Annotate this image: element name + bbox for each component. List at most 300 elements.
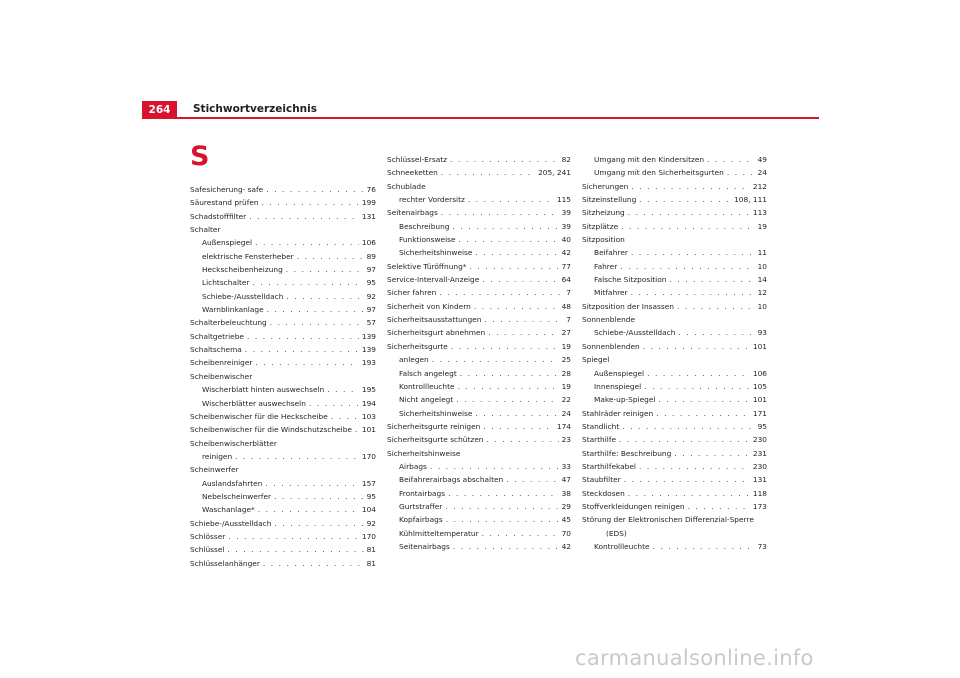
index-entry xyxy=(190,183,376,196)
dot-leader xyxy=(458,380,559,393)
index-subentry xyxy=(387,393,571,406)
index-subentry xyxy=(387,407,571,420)
index-subentry xyxy=(582,246,767,259)
watermark[interactable]: carmanualsonline.info xyxy=(575,646,814,670)
entry-label: Stoffverkleidungen reinigen xyxy=(582,501,685,511)
dot-leader xyxy=(255,236,359,249)
entry-label: Scheibenwischer für die Windschutzscheibe xyxy=(190,425,352,435)
entry-label: Selektive Türöffnung* xyxy=(387,261,467,271)
page-reference: 76 xyxy=(366,185,376,194)
entry-label: Säurestand prüfen xyxy=(190,198,259,208)
dot-leader xyxy=(286,290,363,303)
page-reference: 230 xyxy=(752,461,767,471)
dot-leader xyxy=(448,487,559,500)
index-subentry xyxy=(190,477,376,490)
entry-label: Schlüssel xyxy=(190,545,225,555)
index-heading: Störung der Elektronischen Differenzial-Sperre xyxy=(582,515,754,525)
index-subentry xyxy=(190,290,376,303)
index-entry xyxy=(582,420,767,433)
index-entry xyxy=(387,273,571,286)
entry-label: Kontrollleuchte xyxy=(399,381,455,391)
page-reference: 230 xyxy=(752,435,767,445)
index-subentry xyxy=(582,273,767,286)
page-reference: 115 xyxy=(556,195,571,205)
page-reference: 77 xyxy=(561,261,571,271)
dot-leader xyxy=(245,343,359,356)
page-reference: 174 xyxy=(556,421,571,431)
page-reference: 95 xyxy=(366,491,376,501)
page-reference: 173 xyxy=(752,501,767,511)
index-entry xyxy=(582,447,767,460)
index-entry xyxy=(190,196,376,209)
index-entry xyxy=(190,356,376,369)
entry-label: Stahlräder reinigen xyxy=(582,408,654,418)
entry-label: Schadstofffilter xyxy=(190,211,247,221)
index-entry xyxy=(190,330,376,343)
page-reference: 40 xyxy=(561,235,571,245)
page-reference: 205, 241 xyxy=(538,168,571,178)
entry-label: Schlüssel-Ersatz xyxy=(387,155,448,164)
header-divider xyxy=(142,117,819,119)
page-reference: 39 xyxy=(561,221,571,231)
entry-label: Seitenairbags xyxy=(387,208,438,218)
dot-leader xyxy=(460,367,559,380)
page-reference: 64 xyxy=(561,275,571,285)
entry-label: Schlösser xyxy=(190,531,226,541)
dot-leader xyxy=(707,153,754,166)
page-reference: 193 xyxy=(361,358,376,368)
index-subentry xyxy=(387,460,571,473)
entry-label: Sicherungen xyxy=(582,181,629,191)
index-subentry xyxy=(190,450,376,463)
page-reference: 28 xyxy=(561,368,571,378)
entry-label: Mitfahrer xyxy=(594,288,628,298)
dot-leader xyxy=(488,326,558,339)
page-reference: 10 xyxy=(757,301,767,311)
entry-label: Innenspiegel xyxy=(594,381,642,391)
dot-leader xyxy=(628,206,750,219)
index-entry xyxy=(387,206,571,219)
index-subentry xyxy=(190,250,376,263)
page-reference: 81 xyxy=(366,545,376,555)
index-subentry xyxy=(387,513,571,526)
entry-label: Schiebe-/Ausstelldach xyxy=(190,518,272,528)
dot-leader xyxy=(621,220,754,233)
entry-label: Wischerblatt hinten auswechseln xyxy=(202,385,325,395)
page-reference: 19 xyxy=(757,221,767,231)
page-reference: 139 xyxy=(361,345,376,355)
entry-label: Schiebe-/Ausstelldach xyxy=(594,328,676,338)
page-reference: 25 xyxy=(561,355,571,365)
page-reference: 23 xyxy=(561,435,571,445)
page-reference: 212 xyxy=(752,181,767,191)
page-reference: 95 xyxy=(366,278,376,288)
dot-leader xyxy=(669,273,754,286)
index-heading: Sicherheitshinweise xyxy=(387,448,461,458)
index-subentry xyxy=(582,166,767,179)
entry-label: Kontrollleuchte xyxy=(594,541,650,551)
dot-leader xyxy=(266,183,363,196)
dot-leader xyxy=(506,473,558,486)
dot-leader xyxy=(249,210,359,223)
entry-label: Nicht angelegt xyxy=(399,395,454,405)
entry-label: Sicherheitsgurte reinigen xyxy=(387,421,481,431)
dot-leader xyxy=(688,500,750,513)
index-subentry xyxy=(190,490,376,503)
dot-leader xyxy=(620,260,754,273)
index-entry xyxy=(582,193,767,206)
page-reference: 19 xyxy=(561,341,571,351)
dot-leader xyxy=(265,477,359,490)
index-subentry xyxy=(582,393,767,406)
entry-label: Kopfairbags xyxy=(399,515,443,525)
page-reference: 101 xyxy=(752,395,767,405)
index-subentry xyxy=(387,220,571,233)
page-reference: 92 xyxy=(366,291,376,301)
page-reference: 199 xyxy=(361,198,376,208)
entry-label: Schaltgetriebe xyxy=(190,331,244,341)
page-reference: 24 xyxy=(757,168,767,178)
entry-label: Make-up-Spiegel xyxy=(594,395,656,405)
entry-label: Starthilfe xyxy=(582,435,616,445)
index-entry xyxy=(582,487,767,500)
dot-leader xyxy=(441,206,559,219)
dot-leader xyxy=(331,410,359,423)
page-reference: 70 xyxy=(561,528,571,538)
page-reference: 104 xyxy=(361,505,376,515)
index-subentry xyxy=(190,303,376,316)
dot-leader xyxy=(483,420,554,433)
index-heading: Schublade xyxy=(387,181,426,191)
dot-leader xyxy=(309,397,359,410)
entry-label: anlegen xyxy=(399,355,429,365)
dot-leader xyxy=(262,196,359,209)
index-column-1 xyxy=(190,183,376,570)
page-number: 264 xyxy=(142,101,177,118)
index-entry xyxy=(582,460,767,473)
page-reference: 33 xyxy=(561,461,571,471)
page-reference: 10 xyxy=(757,261,767,271)
entry-label: Sitzplätze xyxy=(582,221,619,231)
page-reference: 170 xyxy=(361,531,376,541)
entry-label: Heckscheibenheizung xyxy=(202,265,283,275)
page-reference: 101 xyxy=(361,425,376,435)
index-entry xyxy=(190,316,376,329)
dot-leader xyxy=(453,540,559,553)
index-entry xyxy=(582,340,767,353)
entry-label: Wischerblätter auswechseln xyxy=(202,398,306,408)
index-subentry xyxy=(387,233,571,246)
dot-leader xyxy=(228,530,359,543)
dot-leader xyxy=(656,407,750,420)
page-reference: 42 xyxy=(561,248,571,258)
index-entry xyxy=(582,500,767,513)
entry-label: Schiebe-/Ausstelldach xyxy=(202,291,284,301)
entry-label: Außenspiegel xyxy=(202,238,253,248)
dot-leader xyxy=(432,353,559,366)
dot-leader xyxy=(474,300,559,313)
entry-label: Schlüsselanhänger xyxy=(190,558,260,568)
dot-leader xyxy=(631,246,755,259)
page-reference: 47 xyxy=(561,475,571,485)
index-subentry xyxy=(190,276,376,289)
index-subentry xyxy=(190,263,376,276)
entry-label: Staubfilter xyxy=(582,475,621,485)
entry-label: Waschanlage* xyxy=(202,505,255,515)
index-entry xyxy=(582,407,767,420)
dot-leader xyxy=(644,380,750,393)
index-entry xyxy=(190,210,376,223)
entry-label: Seitenairbags xyxy=(399,541,450,551)
page-reference: 95 xyxy=(757,421,767,431)
entry-label: Falsch angelegt xyxy=(399,368,457,378)
index-entry xyxy=(387,260,571,273)
index-entry xyxy=(582,300,767,313)
index-heading: Scheinwerfer xyxy=(190,465,239,475)
entry-label: Service-Intervall-Anzeige xyxy=(387,275,480,285)
page-reference: 49 xyxy=(757,155,767,164)
page-reference: 22 xyxy=(561,395,571,405)
index-heading: Sonnenblende xyxy=(582,315,636,325)
index-entry xyxy=(190,530,376,543)
dot-leader xyxy=(622,420,754,433)
index-subentry xyxy=(190,503,376,516)
dot-leader xyxy=(639,460,750,473)
page-reference: 106 xyxy=(752,368,767,378)
dot-leader xyxy=(247,330,359,343)
index-entry xyxy=(190,410,376,423)
dot-leader xyxy=(297,250,364,263)
page-reference: 11 xyxy=(757,248,767,258)
index-entry xyxy=(582,206,767,219)
dot-leader xyxy=(452,220,558,233)
entry-label: Schneeketten xyxy=(387,168,438,178)
entry-label: Frontairbags xyxy=(399,488,446,498)
dot-leader xyxy=(451,340,559,353)
index-entry xyxy=(387,313,571,326)
page-reference: 170 xyxy=(361,451,376,461)
entry-label: Sicherheitshinweise xyxy=(399,408,473,418)
dot-leader xyxy=(267,303,364,316)
index-subentry xyxy=(387,193,571,206)
entry-label: Steckdosen xyxy=(582,488,625,498)
index-entry xyxy=(387,433,571,446)
dot-leader xyxy=(274,517,363,530)
page-reference: 131 xyxy=(361,211,376,221)
dot-leader xyxy=(469,260,558,273)
entry-label: Sonnenblenden xyxy=(582,341,640,351)
index-entry xyxy=(387,166,571,179)
index-entry xyxy=(387,153,571,166)
page-reference: 45 xyxy=(561,515,571,525)
page-reference: 14 xyxy=(757,275,767,285)
dot-leader xyxy=(475,407,558,420)
entry-label: Sicherheitsausstattungen xyxy=(387,315,482,325)
index-entry xyxy=(387,340,571,353)
dot-leader xyxy=(631,286,755,299)
index-entry xyxy=(190,517,376,530)
index-subentry xyxy=(387,246,571,259)
index-heading: Scheibenwischer xyxy=(190,371,253,381)
index-entry xyxy=(387,326,571,339)
dot-leader xyxy=(270,316,364,329)
page-reference: 73 xyxy=(757,541,767,551)
entry-label: Scheibenwischer für die Heckscheibe xyxy=(190,411,328,421)
index-entry xyxy=(190,543,376,556)
entry-label: Sicher fahren xyxy=(387,288,437,298)
dot-leader xyxy=(227,543,363,556)
dot-leader xyxy=(653,540,755,553)
dot-leader xyxy=(355,423,359,436)
index-column-3 xyxy=(582,153,767,553)
page-reference: 82 xyxy=(561,155,571,164)
entry-label: Beschreibung xyxy=(399,221,450,231)
dot-leader xyxy=(658,393,749,406)
index-subentry xyxy=(387,353,571,366)
dot-leader xyxy=(459,233,559,246)
entry-label: Sicherheitsgurte xyxy=(387,341,448,351)
entry-label: Funktionsweise xyxy=(399,235,456,245)
dot-leader xyxy=(441,166,535,179)
dot-leader xyxy=(628,487,750,500)
entry-label: Schalterbeleuchtung xyxy=(190,318,267,328)
dot-leader xyxy=(486,433,558,446)
page-reference: 157 xyxy=(361,478,376,488)
entry-label: Lichtschalter xyxy=(202,278,250,288)
dot-leader xyxy=(439,286,563,299)
page-reference: 38 xyxy=(561,488,571,498)
page-reference: 92 xyxy=(366,518,376,528)
dot-leader xyxy=(450,153,559,166)
dot-leader xyxy=(677,300,755,313)
entry-label: Sitzposition der Insassen xyxy=(582,301,674,311)
entry-label: Standlicht xyxy=(582,421,620,431)
dot-leader xyxy=(619,433,750,446)
dot-leader xyxy=(286,263,364,276)
page-reference: 81 xyxy=(366,558,376,568)
page-reference: 97 xyxy=(366,305,376,315)
page-reference: 89 xyxy=(366,251,376,261)
entry-label: Umgang mit den Kindersitzen xyxy=(594,155,705,164)
dot-leader xyxy=(274,490,364,503)
page-reference: 39 xyxy=(561,208,571,218)
dot-leader xyxy=(468,193,554,206)
entry-label: Gurtstraffer xyxy=(399,501,443,511)
index-subentry xyxy=(582,286,767,299)
dot-leader xyxy=(235,450,359,463)
entry-label: reinigen xyxy=(202,451,233,461)
page-reference: 12 xyxy=(757,288,767,298)
page-reference: 97 xyxy=(366,265,376,275)
page-reference: 195 xyxy=(361,385,376,395)
entry-label: Schaltschema xyxy=(190,345,242,355)
page-reference: 118 xyxy=(752,488,767,498)
page-reference: 19 xyxy=(561,381,571,391)
dot-leader xyxy=(327,383,359,396)
entry-label: Umgang mit den Sicherheitsgurten xyxy=(594,168,724,178)
entry-label: Safesicherung- safe xyxy=(190,185,264,194)
entry-label: Starthilfekabel xyxy=(582,461,636,471)
entry-label: Beifahrerairbags abschalten xyxy=(399,475,504,485)
page-reference: 57 xyxy=(366,318,376,328)
entry-label: Sicherheitshinweise xyxy=(399,248,473,258)
dot-leader xyxy=(643,340,750,353)
dot-leader xyxy=(255,356,358,369)
page-reference: 48 xyxy=(561,301,571,311)
index-subentry xyxy=(582,380,767,393)
index-subentry xyxy=(582,367,767,380)
index-entry xyxy=(582,433,767,446)
dot-leader xyxy=(727,166,755,179)
page-reference: 7 xyxy=(566,315,571,325)
dot-leader xyxy=(252,276,363,289)
entry-label: Sitzeinstellung xyxy=(582,195,637,205)
index-entry xyxy=(582,220,767,233)
index-heading: Sitzposition xyxy=(582,235,625,245)
page-reference: 139 xyxy=(361,331,376,341)
entry-label: Airbags xyxy=(399,461,427,471)
dot-leader xyxy=(674,447,750,460)
entry-label: Kühlmitteltemperatur xyxy=(399,528,479,538)
index-heading: Spiegel xyxy=(582,355,610,365)
dot-leader xyxy=(624,473,750,486)
dot-leader xyxy=(639,193,731,206)
page-reference: 7 xyxy=(566,288,571,298)
entry-label: rechter Vordersitz xyxy=(399,195,465,205)
index-column-2 xyxy=(387,153,571,553)
index-entry xyxy=(190,557,376,570)
index-subentry xyxy=(387,527,571,540)
index-subentry xyxy=(582,260,767,273)
page-reference: 103 xyxy=(361,411,376,421)
entry-label: Nebelscheinwerfer xyxy=(202,491,272,501)
index-subentry xyxy=(190,236,376,249)
index-entry xyxy=(582,473,767,486)
index-subentry xyxy=(387,500,571,513)
dot-leader xyxy=(482,273,558,286)
dot-leader xyxy=(430,460,559,473)
index-heading: Scheibenwischerblätter xyxy=(190,438,277,448)
dot-leader xyxy=(456,393,558,406)
dot-leader xyxy=(484,313,563,326)
page-reference: 29 xyxy=(561,501,571,511)
entry-label: Beifahrer xyxy=(594,248,628,258)
page-reference: 171 xyxy=(752,408,767,418)
index-heading: Schalter xyxy=(190,225,221,235)
index-subentry xyxy=(582,153,767,166)
index-subentry xyxy=(387,367,571,380)
page-reference: 113 xyxy=(752,208,767,218)
index-subentry xyxy=(582,326,767,339)
page-reference: 24 xyxy=(561,408,571,418)
dot-leader xyxy=(475,246,558,259)
entry-label: Außenspiegel xyxy=(594,368,645,378)
index-entry xyxy=(387,300,571,313)
entry-label: elektrische Fensterheber xyxy=(202,251,294,261)
page-reference: 231 xyxy=(752,448,767,458)
dot-leader xyxy=(482,527,559,540)
page-reference: 101 xyxy=(752,341,767,351)
index-entry xyxy=(190,343,376,356)
entry-label: Sitzheizung xyxy=(582,208,625,218)
index-subentry xyxy=(387,487,571,500)
index-subentry xyxy=(387,380,571,393)
index-subentry xyxy=(387,473,571,486)
page-reference: 194 xyxy=(361,398,376,408)
index-heading-continuation: (EDS) xyxy=(606,528,627,538)
index-entry xyxy=(387,420,571,433)
dot-leader xyxy=(445,500,558,513)
